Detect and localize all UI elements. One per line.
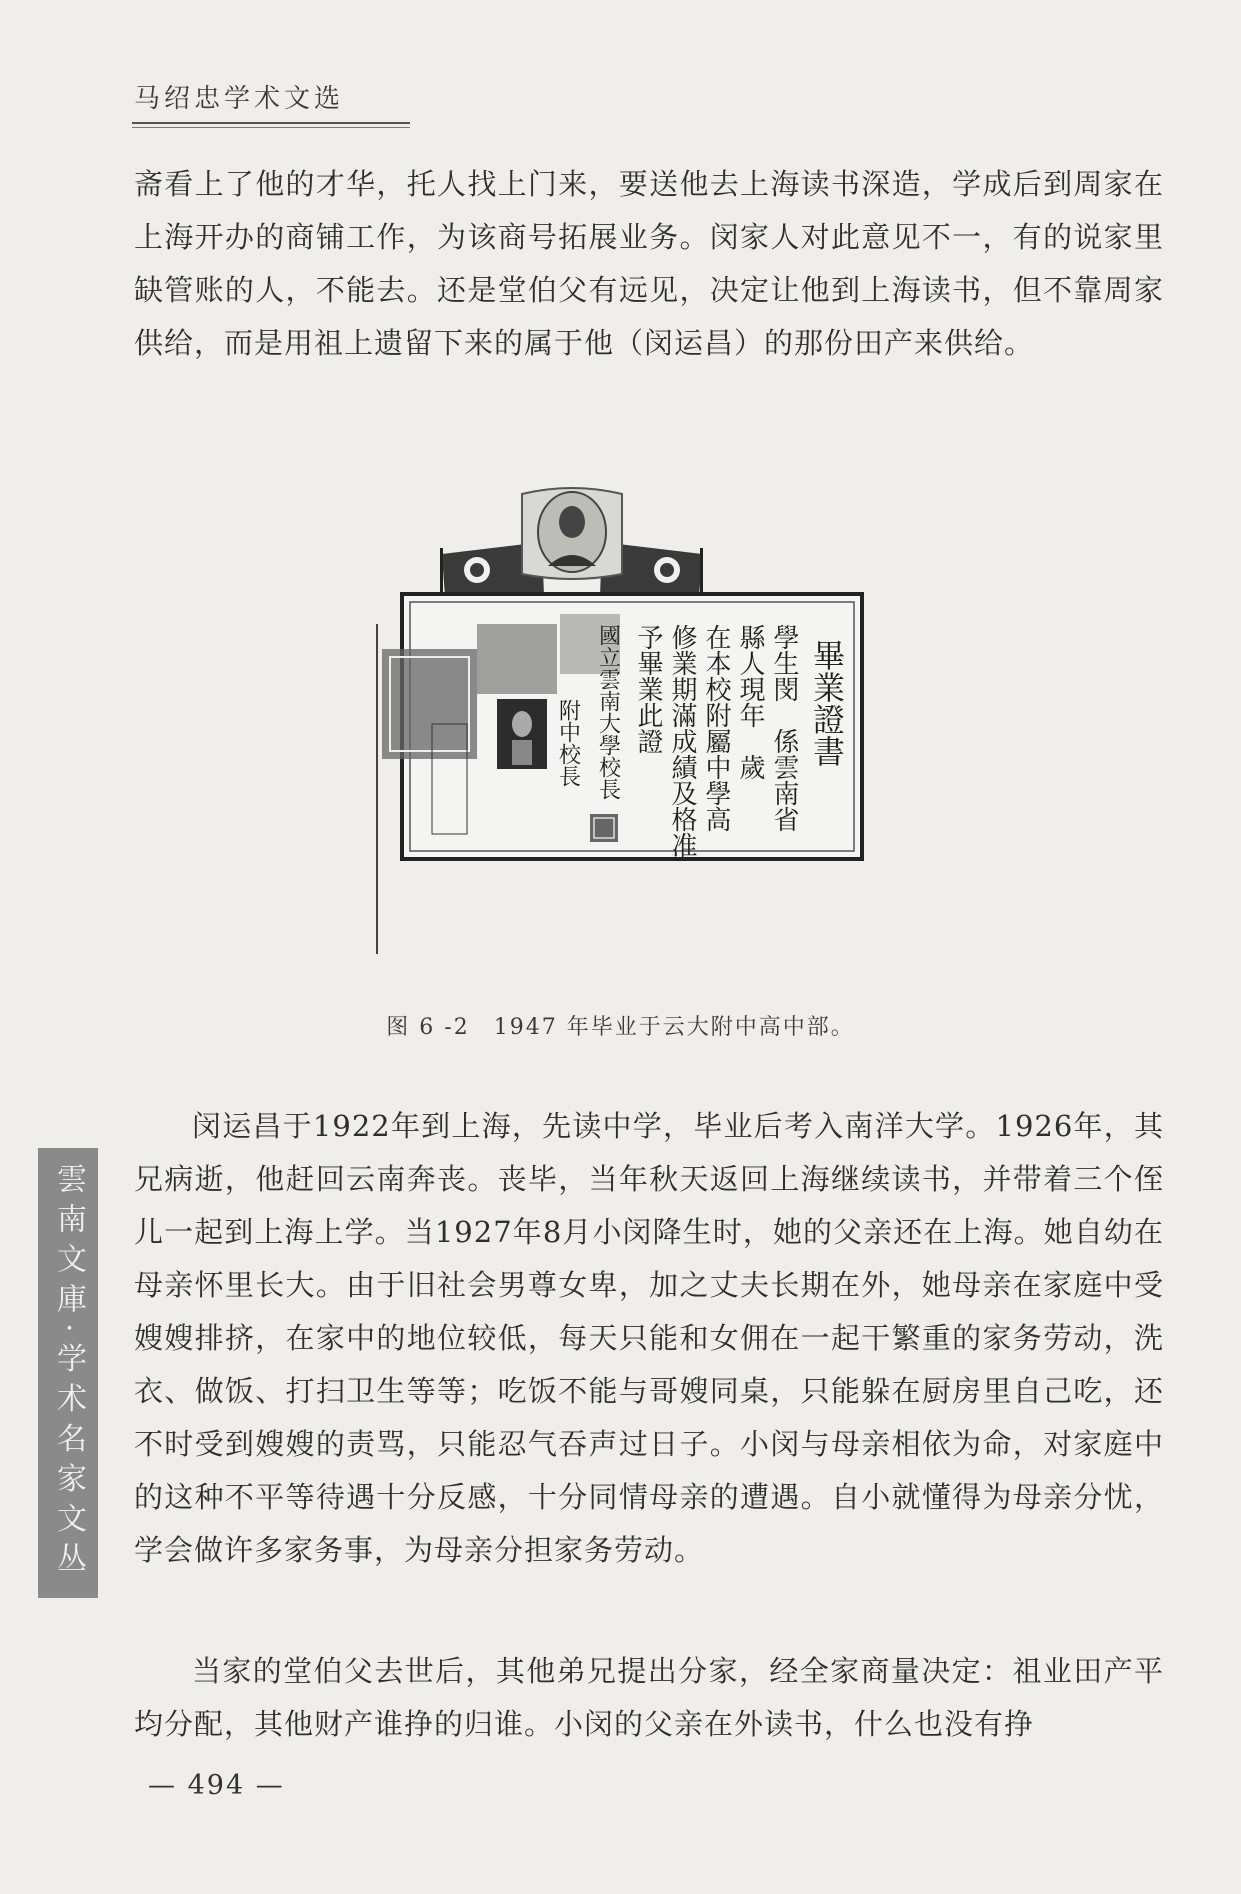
running-header: 马绍忠学术文选 [134,84,345,114]
header-rule [132,122,410,124]
certificate-col-6: 國立雲南大學校長 [595,624,621,800]
seal-stamp-left [382,649,477,759]
certificate-col-7: 附中校長 [555,699,581,787]
certificate-col-5: 予畢業此證 [633,624,663,754]
paragraph-3: 当家的堂伯父去世后，其他弟兄提出分家，经全家商量决定：祖业田产平均分配，其他财产谁挣的归谁。小闵的父亲在外读书，什么也没有挣 [134,1654,1164,1741]
portrait-medallion [522,488,622,579]
series-side-tab: 雲南文庫·学术名家文丛 [38,1148,98,1598]
certificate-col-4: 修業期滿成績及格准 [667,624,697,858]
page-number: — 494 — [148,1770,285,1801]
paragraph-1: 斋看上了他的才华，托人找上门来，要送他去上海读书深造，学成后到周家在上海开办的商铺工作，为该商号拓展业务。闵家人对此意见不一，有的说家里缺管账的人，不能去。还是堂伯父有远见，决定让他到上海读书，但不靠周家供给，而是用祖上遗留下来的属于他（闵运昌）的那份田产来供给。 [134,167,1164,360]
header-rule-thin [132,127,410,128]
certificate-col-2: 縣人現年 歲 [735,624,765,780]
graduation-certificate-image [372,484,946,964]
paragraph-2: 闵运昌于1922年到上海，先读中学，毕业后考入南洋大学。1926年，其兄病逝，他赶回云南奔丧。丧毕，当年秋天返回上海继续读书，并带着三个侄儿一起到上海上学。当1927年8月小闵降生时，她的父亲还在上海。她自幼在母亲怀里长大。由于旧社会男尊女卑，加之丈夫长期在外，她母亲在家庭中受嫂嫂排挤，在家中的地位较低，每天只能和女佣在一起干繁重的家务劳动，洗衣、做饭、打扫卫生等等；吃饭不能与哥嫂同桌，只能躲在厨房里自己吃，还不时受到嫂嫂的责骂，只能忍气吞声过日子。小闵与母亲相依为命，对家庭中的这种不平等待遇十分反感，十分同情母亲的遭遇。自小就懂得为母亲分忧，学会做许多家务事，为母亲分担家务劳动。 [134,1109,1164,1567]
certificate-col-3: 在本校附屬中學高 [701,624,731,832]
certificate-title: 畢業證書 [808,639,846,767]
certificate-col-1: 學生閔 係雲南省 [769,624,799,832]
seal-stamp-upper [477,624,557,694]
figure-caption: 图 6 -2 1947 年毕业于云大附中高中部。 [386,1015,855,1040]
